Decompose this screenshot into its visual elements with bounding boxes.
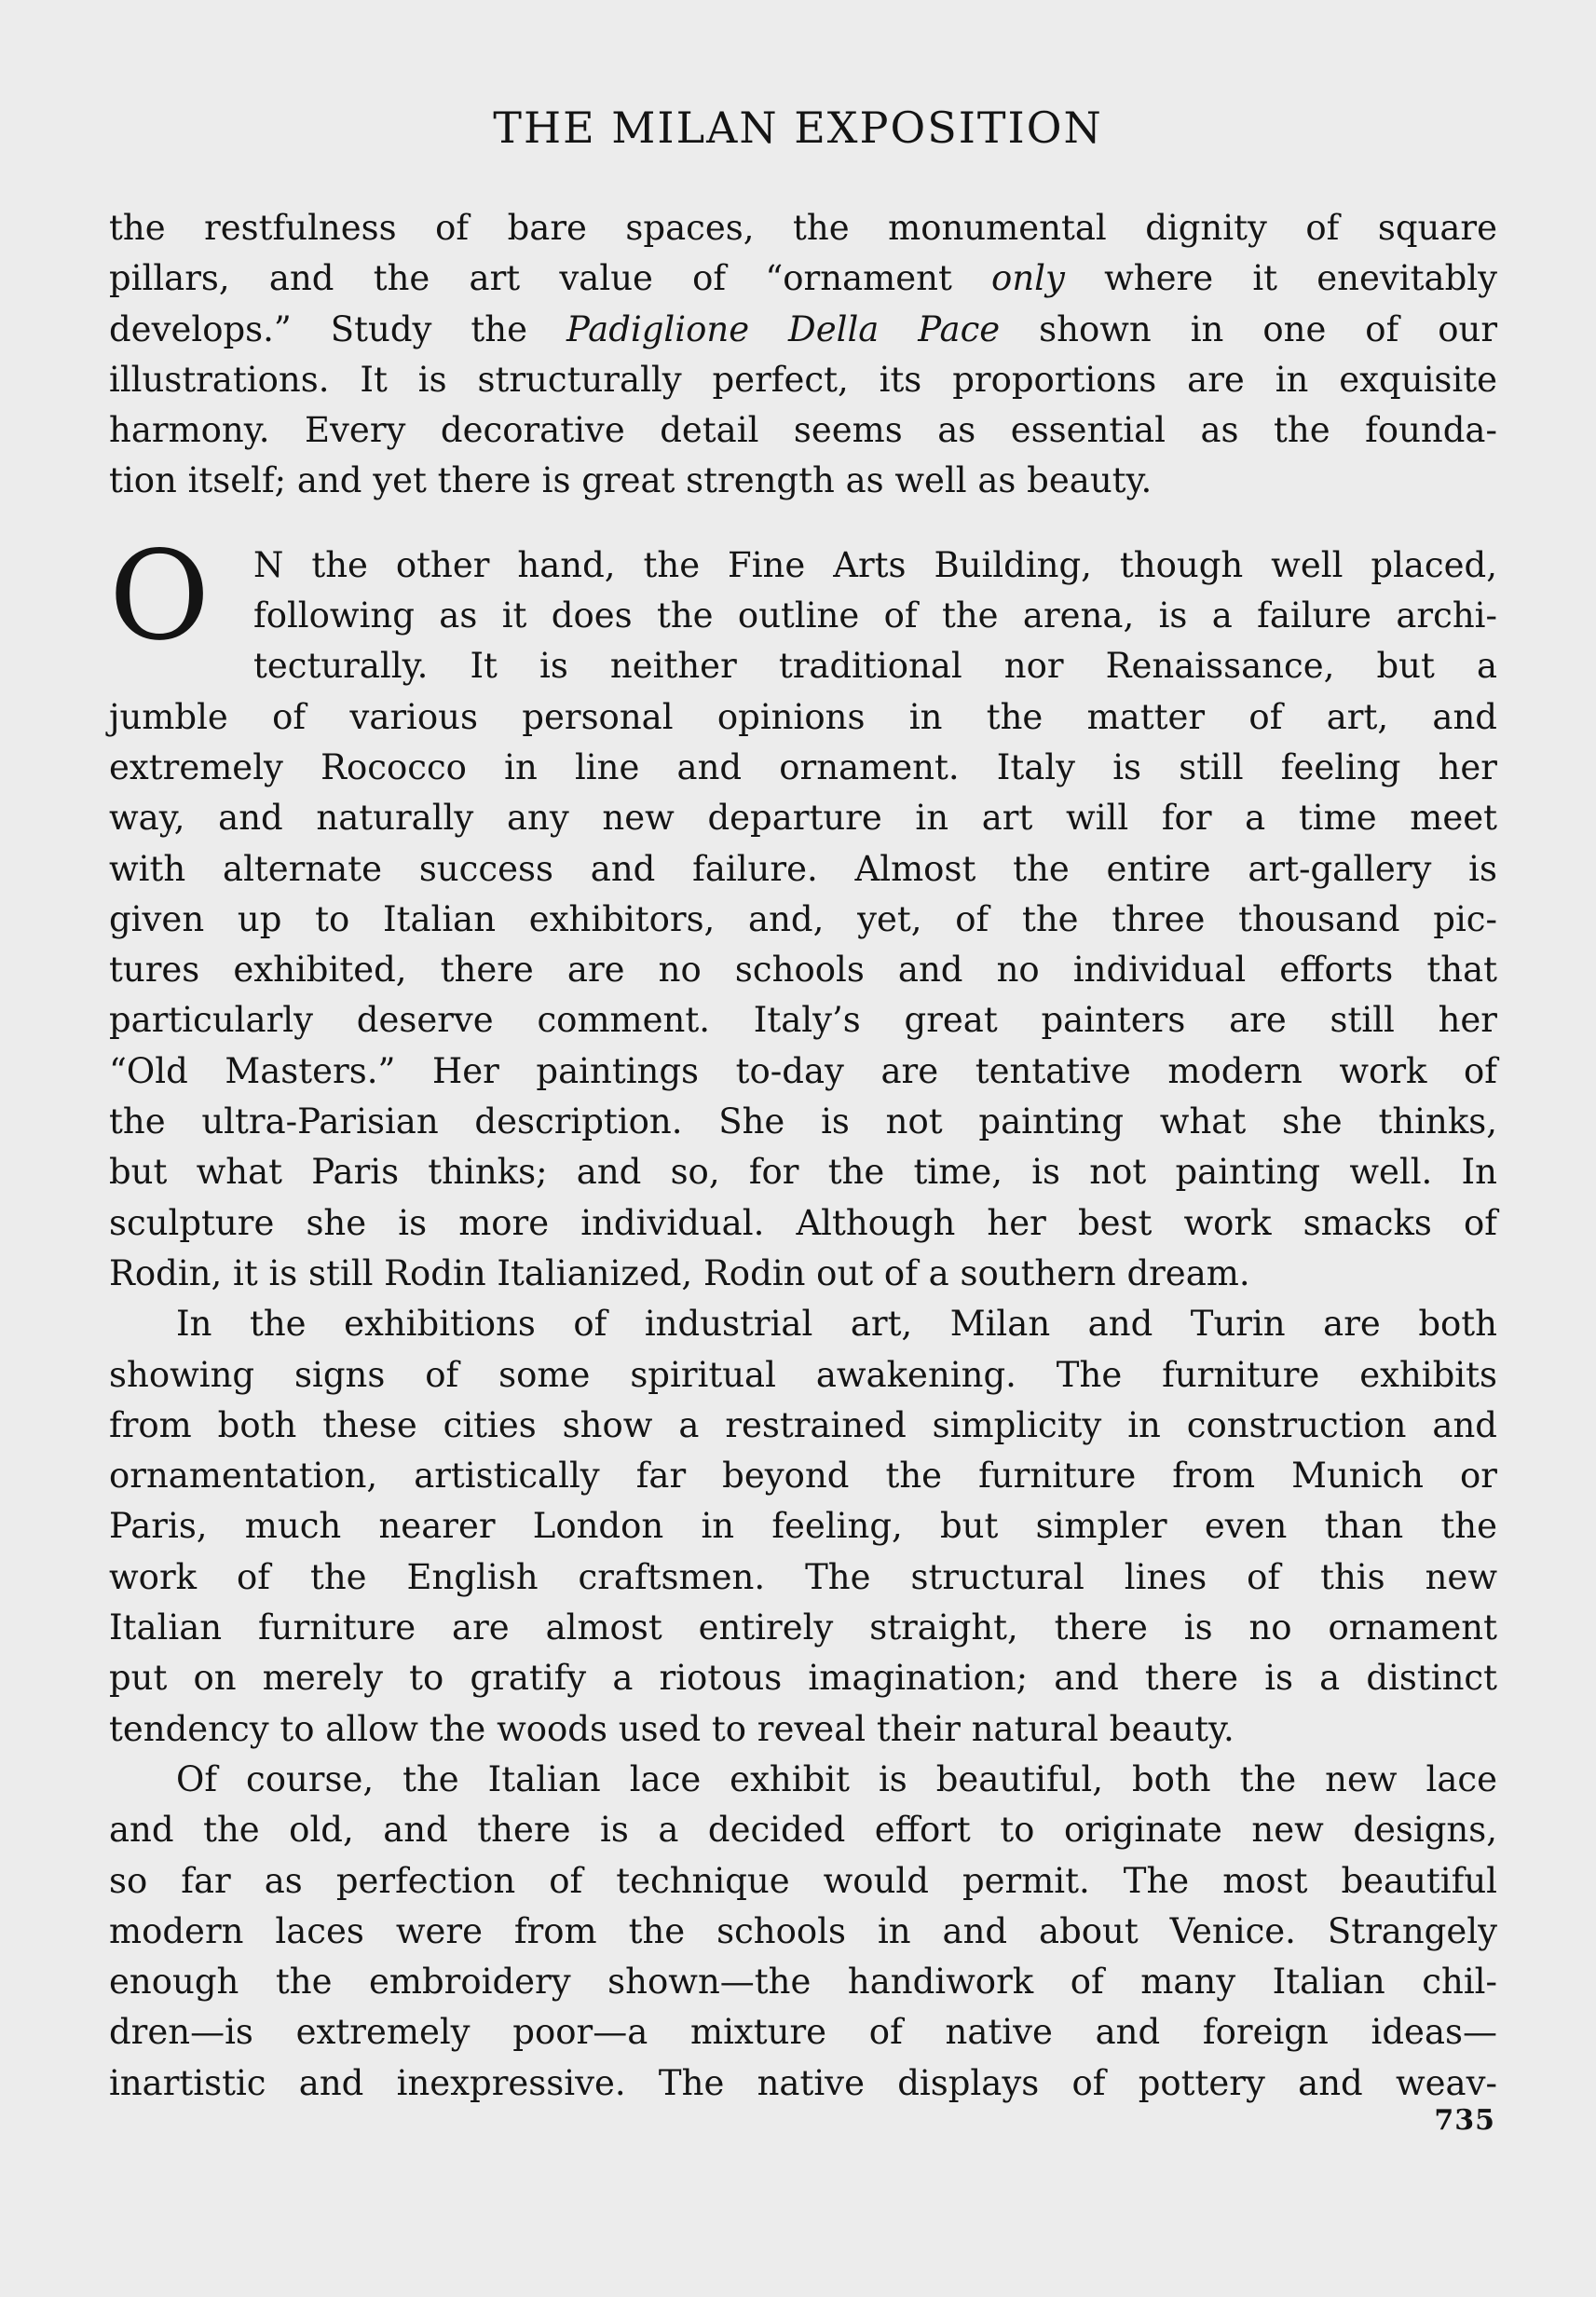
text-line: showing signs of some spiritual awakening. The furniture exhibits [109, 1354, 1497, 1395]
text-line: inartistic and inexpressive. The native displays of pottery and weav- [109, 2062, 1497, 2103]
italic-title: Padiglione Della Pace [566, 308, 1001, 349]
text-line: tures exhibited, there are no schools and no individual efforts that [109, 950, 1497, 991]
paragraph-1 [109, 203, 1497, 507]
text-line: develops.” Study the Padiglione Della Pace shown in one of our [109, 308, 1498, 349]
text-line: tecturally. It is neither traditional nor Renaissance, but a [253, 646, 1497, 687]
text-line: “Old Masters.” Her paintings to-day are tentative modern work of [109, 1050, 1497, 1091]
text-line: tendency to allow the woods used to reveal their natural beauty. [109, 1708, 1235, 1749]
paragraph-2 [109, 524, 1497, 1299]
text-line: work of the English craftsmen. The structural lines of this new [109, 1556, 1497, 1597]
paragraph-4 [109, 1755, 1497, 2109]
text-line: so far as perfection of technique would permit. The most beautiful [109, 1860, 1497, 1901]
text-line: In the exhibitions of industrial art, Milan and Turin are both [176, 1304, 1497, 1345]
paragraph-3 [109, 1299, 1497, 1755]
text-line: from both these cities show a restrained simplicity in construction and [109, 1404, 1497, 1445]
text-line: the restfulness of bare spaces, the monumental dignity of square [109, 208, 1497, 248]
text-line: Of course, the Italian lace exhibit is beautiful, both the new lace [176, 1758, 1497, 1799]
text-line: modern laces were from the schools in and about Venice. Strangely [109, 1910, 1497, 1951]
italic-emphasis: only [991, 258, 1065, 299]
page-number: 735 [1434, 2104, 1495, 2137]
text-line: and the old, and there is a decided effort to originate new designs, [109, 1810, 1497, 1851]
text-line: sculpture she is more individual. Although her best work smacks of [109, 1202, 1497, 1243]
text-line: harmony. Every decorative detail seems as essential as the founda- [109, 410, 1497, 451]
text-line: ornamentation, artistically far beyond the furniture from Munich or [109, 1456, 1497, 1497]
text-line: enough the embroidery shown—the handiwork of many Italian chil- [109, 1962, 1497, 2003]
text-line: Paris, much nearer London in feeling, but simpler even than the [109, 1506, 1497, 1547]
text-line: dren—is extremely poor—a mixture of native and foreign ideas— [109, 2012, 1497, 2053]
text-line: way, and naturally any new departure in art will for a time meet [109, 798, 1497, 839]
text-line: with alternate success and failure. Almost the entire art-gallery is [109, 848, 1497, 889]
text-line: jumble of various personal opinions in the matter of art, and [109, 696, 1497, 737]
text-line: given up to Italian exhibitors, and, yet, of the three thousand pic- [109, 898, 1497, 939]
drop-cap: O [109, 524, 211, 668]
text-line: extremely Rococco in line and ornament. Italy is still feeling her [109, 746, 1497, 787]
text-line: put on merely to gratify a riotous imagination; and there is a distinct [109, 1658, 1497, 1699]
article-body [109, 203, 1497, 2109]
text-line: particularly deserve comment. Italy’s great painters are still her [109, 1000, 1497, 1041]
running-head: THE MILAN EXPOSITION [493, 103, 1103, 153]
text-line: but what Paris thinks; and so, for the time, is not painting well. In [109, 1152, 1497, 1193]
text-line: the ultra-Parisian description. She is not painting what she thinks, [109, 1101, 1497, 1142]
text-line: illustrations. It is structurally perfect, its proportions are in exquisite [109, 359, 1497, 400]
text-line: N the other hand, the Fine Arts Building, though well placed, [253, 544, 1497, 585]
text-line: following as it does the outline of the arena, is a failure archi- [253, 595, 1497, 636]
text-line: Italian furniture are almost entirely straight, there is no ornament [109, 1607, 1497, 1648]
text-line: pillars, and the art value of “ornament only where it enevitably [109, 258, 1497, 299]
text-line: tion itself; and yet there is great strength as well as beauty. [109, 460, 1153, 501]
text-line: Rodin, it is still Rodin Italianized, Rodin out of a southern dream. [109, 1252, 1250, 1293]
